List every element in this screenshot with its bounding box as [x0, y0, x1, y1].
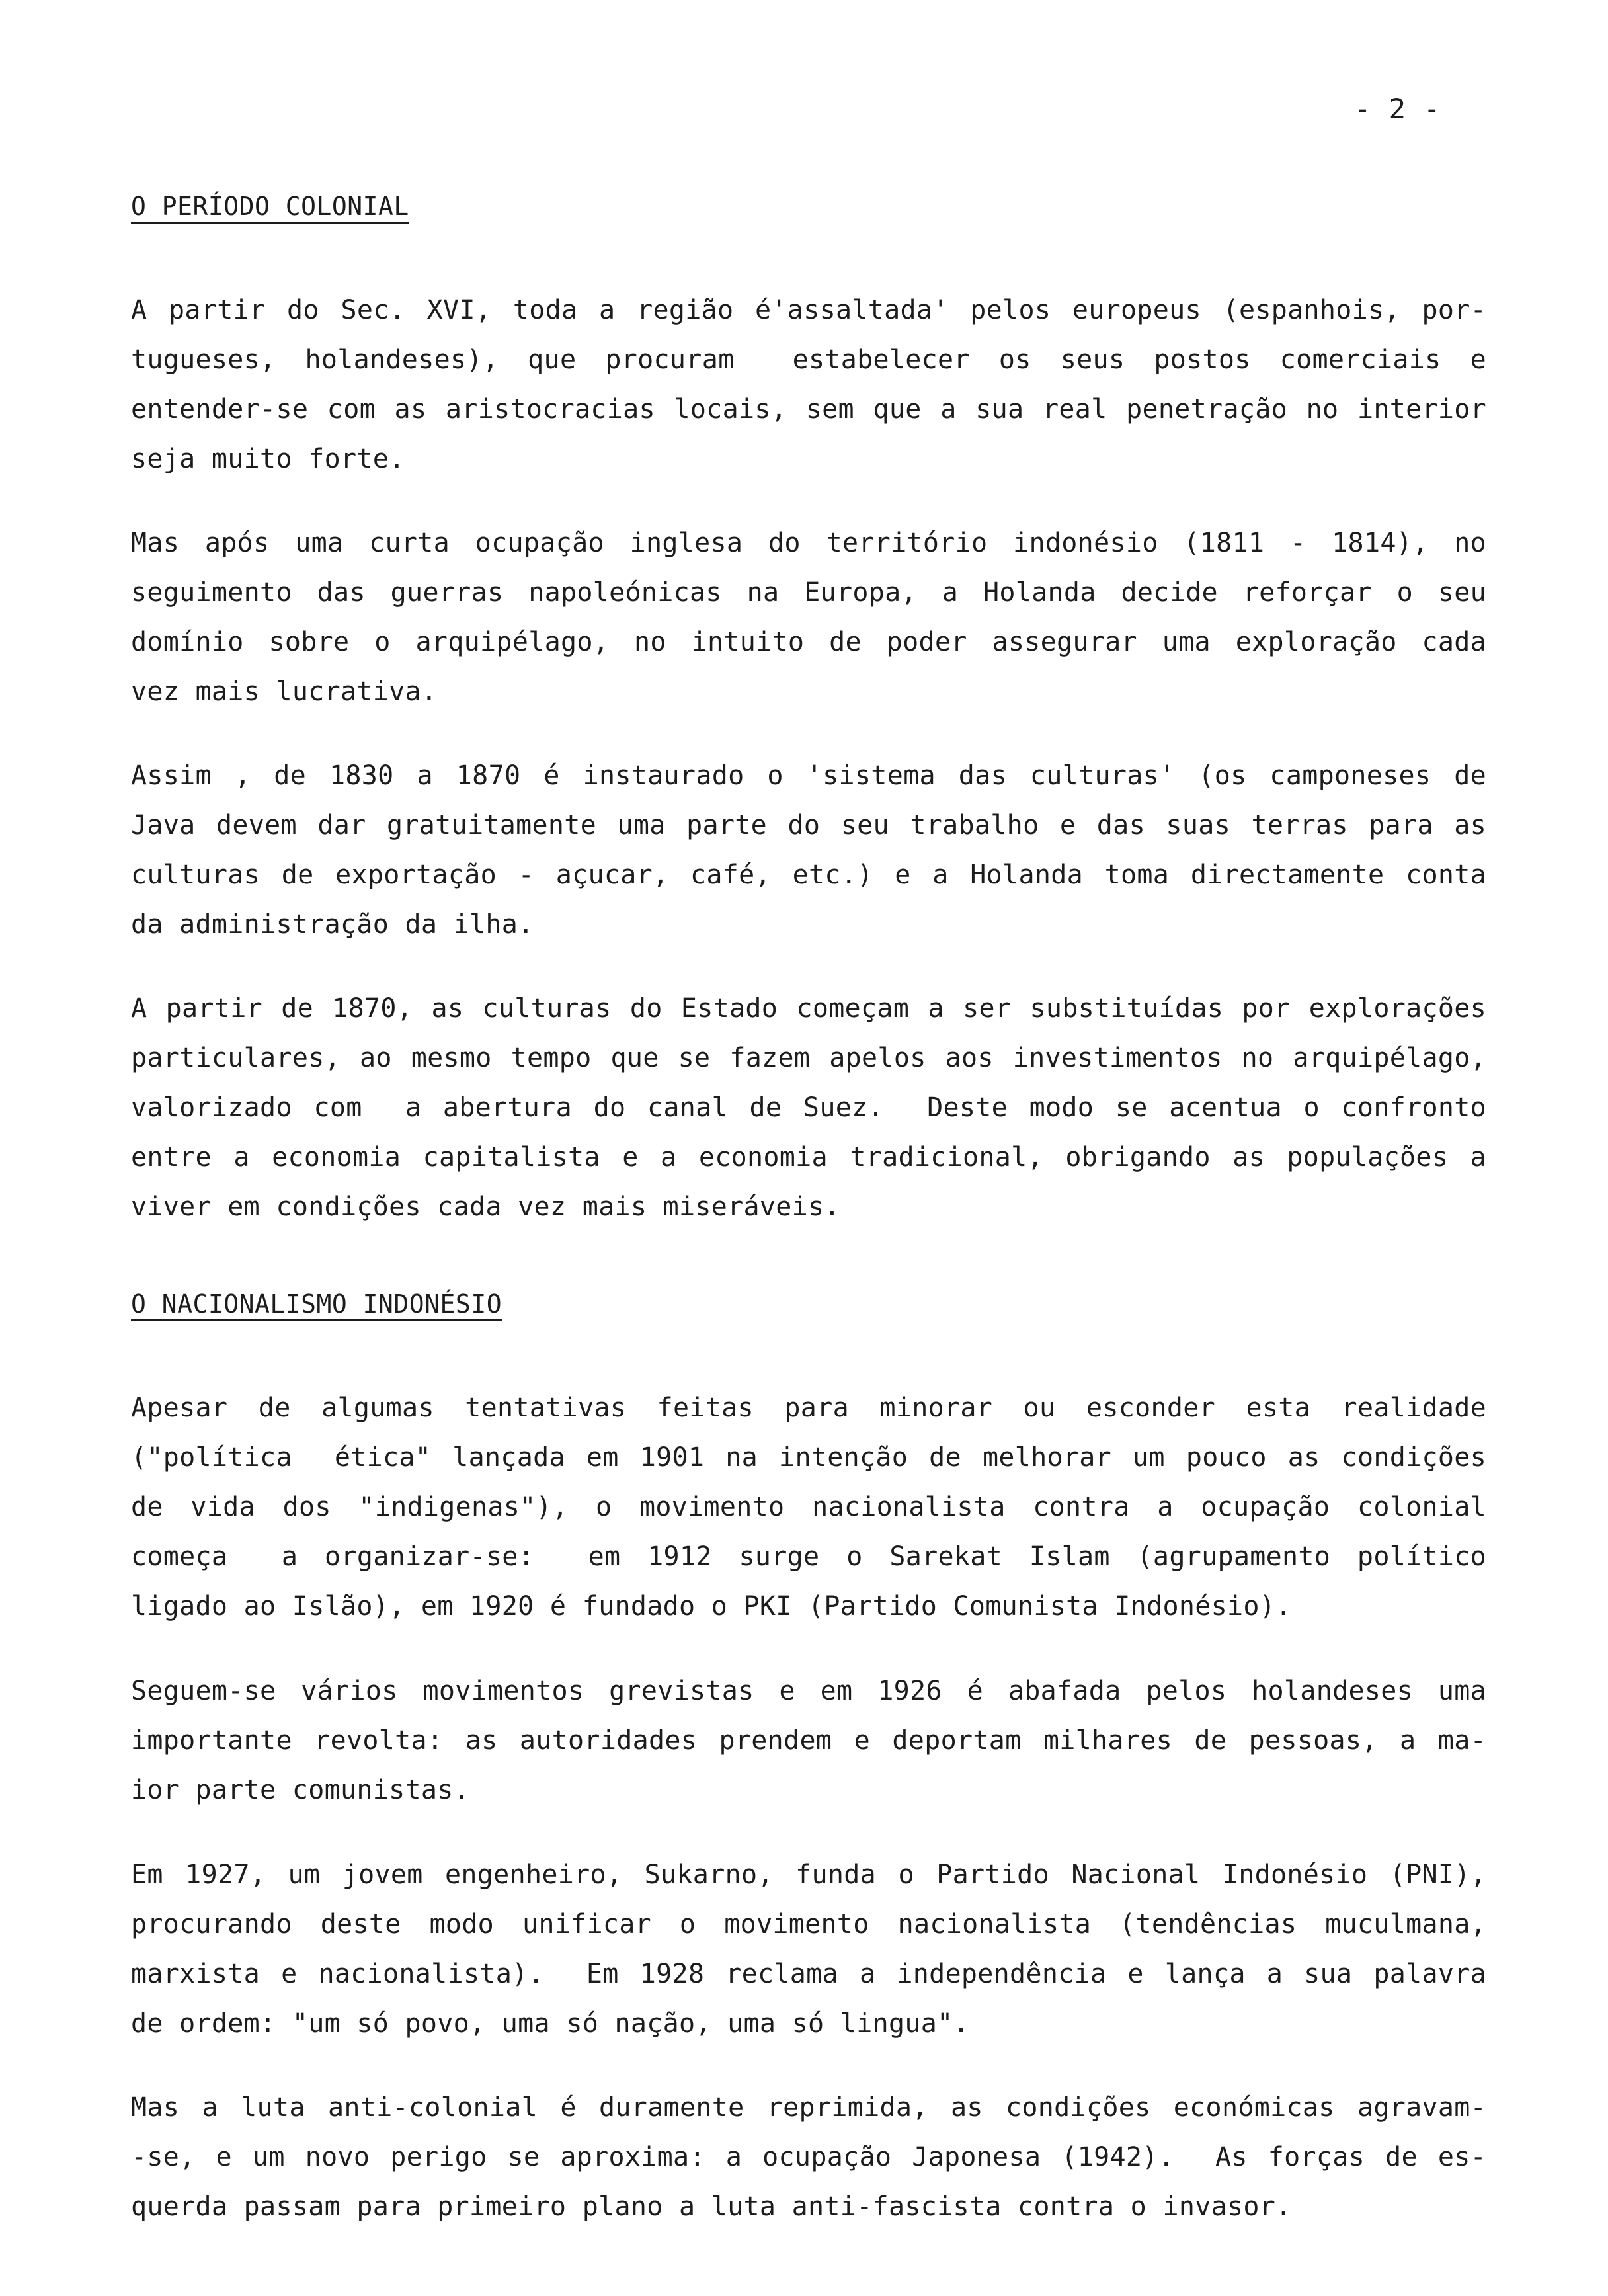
page-number: - 2 - — [1354, 93, 1441, 125]
text-line: Em 1927, um jovem engenheiro, Sukarno, funda o Partido Nacional Indonésio (PNI), — [131, 1860, 1486, 1890]
text-line: ligado ao Islão), em 1920 é fundado o PKI (Partido Comunista Indonésio). — [131, 1591, 1292, 1621]
text-line: Seguem-se vários movimentos grevistas e em 1926 é abafada pelos holandeses uma — [131, 1676, 1486, 1706]
text-line: domínio sobre o arquipélago, no intuito de poder assegurar uma exploração cada — [131, 627, 1486, 657]
text-line: viver em condições cada vez mais miseráveis. — [131, 1192, 840, 1222]
text-line: importante revolta: as autoridades prendem e deportam milhares de pessoas, a ma- — [131, 1725, 1486, 1756]
paragraph — [131, 1666, 1486, 1815]
text-line: procurando deste modo unificar o movimento nacionalista (tendências muculmana, — [131, 1909, 1486, 1940]
section-heading-indonesian-nationalism: O NACIONALISMO INDONÉSIO — [131, 1290, 502, 1319]
section-heading-colonial-period: O PERÍODO COLONIAL — [131, 192, 409, 221]
text-line: A partir do Sec. XVI, toda a região é'assaltada' pelos europeus (espanhois, por- — [131, 295, 1486, 325]
text-line: culturas de exportação - açucar, café, etc.) e a Holanda toma directamente conta — [131, 860, 1486, 890]
text-line: de ordem: "um só povo, uma só nação, uma só lingua". — [131, 2008, 969, 2039]
text-line: da administração da ilha. — [131, 909, 534, 940]
text-line: começa a organizar-se: em 1912 surge o Sarekat Islam (agrupamento político — [131, 1541, 1486, 1572]
paragraph — [131, 1383, 1486, 1631]
text-line: Assim , de 1830 a 1870 é instaurado o 'sistema das culturas' (os camponeses de — [131, 760, 1486, 791]
text-line: Java devem dar gratuitamente uma parte do seu trabalho e das suas terras para as — [131, 810, 1486, 840]
text-line: Mas após uma curta ocupação inglesa do território indonésio (1811 - 1814), no — [131, 528, 1486, 558]
text-line: tugueses, holandeses), que procuram estabelecer os seus postos comerciais e — [131, 345, 1486, 375]
text-line: querda passam para primeiro plano a luta anti-fascista contra o invasor. — [131, 2192, 1292, 2222]
paragraph — [131, 518, 1486, 717]
paragraph — [131, 1850, 1486, 2049]
text-line: A partir de 1870, as culturas do Estado começam a ser substituídas por explorações — [131, 993, 1486, 1024]
text-line: entre a economia capitalista e a economia tradicional, obrigando as populações a — [131, 1142, 1486, 1172]
paragraph — [131, 2083, 1486, 2232]
text-line: de vida dos "indigenas"), o movimento nacionalista contra a ocupação colonial — [131, 1492, 1486, 1522]
paragraph — [131, 286, 1486, 484]
paragraph — [131, 984, 1486, 1232]
text-line: seja muito forte. — [131, 444, 405, 474]
text-line: vez mais lucrativa. — [131, 676, 438, 707]
text-line: marxista e nacionalista). Em 1928 reclama a independência e lança a sua palavra — [131, 1959, 1486, 1989]
text-line: valorizado com a abertura do canal de Suez. Deste modo se acentua o confronto — [131, 1092, 1486, 1123]
text-line: Mas a luta anti-colonial é duramente reprimida, as condições económicas agravam- — [131, 2092, 1486, 2123]
text-line: entender-se com as aristocracias locais, sem que a sua real penetração no interior — [131, 394, 1486, 425]
text-line: particulares, ao mesmo tempo que se fazem apelos aos investimentos no arquipélago, — [131, 1043, 1486, 1073]
text-line: -se, e um novo perigo se aproxima: a ocupação Japonesa (1942). As forças de es- — [131, 2142, 1486, 2172]
text-line: ("política ética" lançada em 1901 na intenção de melhorar um pouco as condições — [131, 1442, 1486, 1473]
text-line: seguimento das guerras napoleónicas na Europa, a Holanda decide reforçar o seu — [131, 577, 1486, 608]
paragraph — [131, 751, 1486, 950]
text-line: ior parte comunistas. — [131, 1775, 470, 1805]
text-line: Apesar de algumas tentativas feitas para minorar ou esconder esta realidade — [131, 1393, 1486, 1423]
